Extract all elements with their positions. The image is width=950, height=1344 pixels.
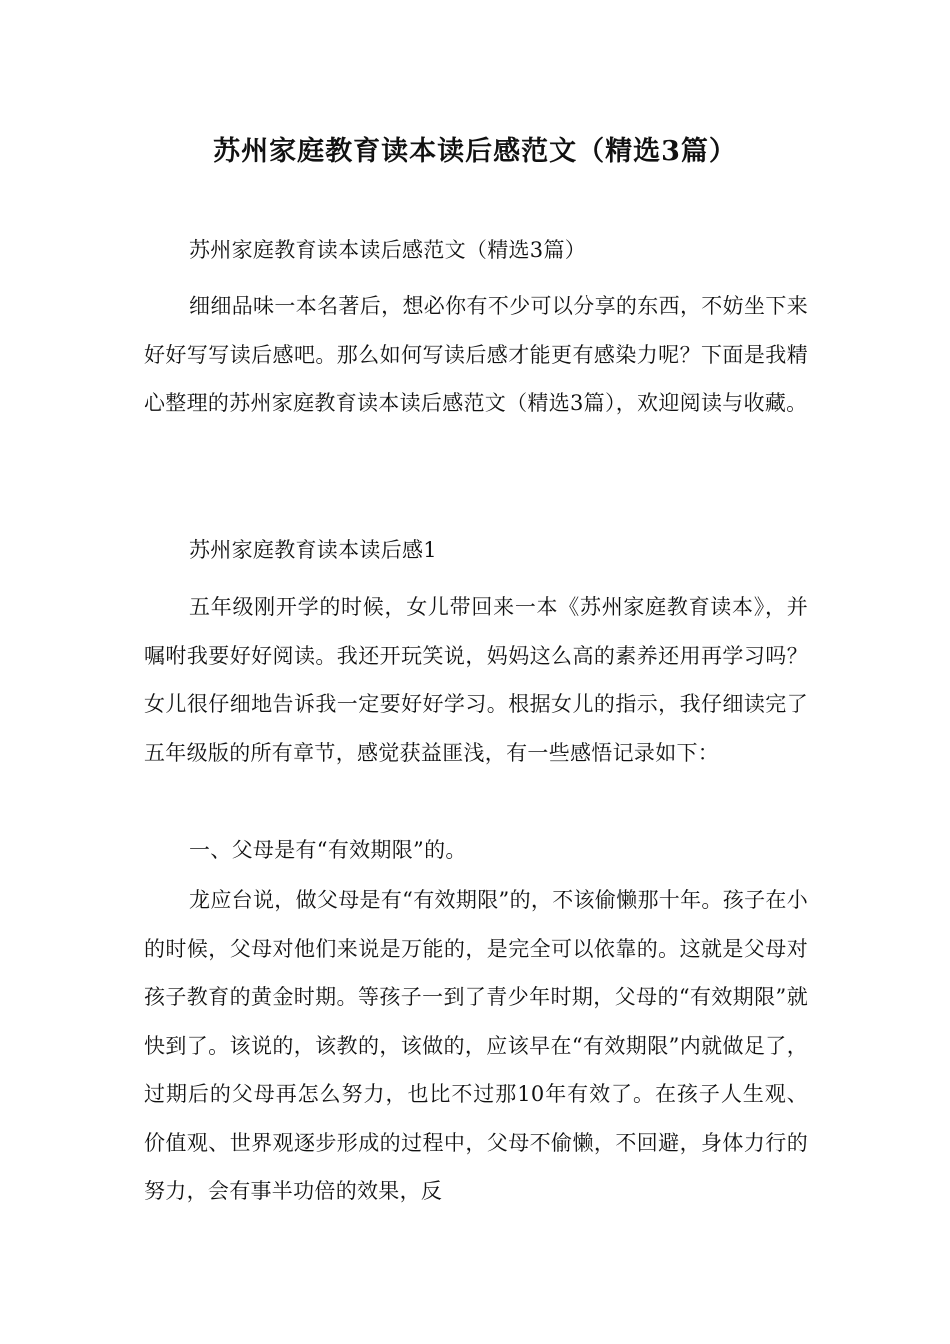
document-title: 苏州家庭教育读本读后感范文（精选3篇）: [213, 136, 737, 167]
body-paragraph-1: 五年级刚开学的时候，女儿带回来一本《苏州家庭教育读本》，并嘱咐我要好好阅读。我还开玩笑说，妈妈这么高的素养还用再学习吗？女儿很仔细地告诉我一定要好好学习。根据女儿的指示，我仔细读完了五年级版的所有章节，感觉获益匪浅，有一些感悟记录如下：: [144, 595, 808, 765]
body-paragraph-2: 龙应台说，做父母是有“有效期限”的，不该偷懒那十年。孩子在小的时候，父母对他们来说是万能的，是完全可以依靠的。这就是父母对孩子教育的黄金时期。等孩子一到了青少年时期，父母的“有效期限”就快到了。该说的，该教的，该做的，应该早在“有效期限”内就做足了，过期后的父母再怎么努力，也比不过那10年有效了。在孩子人生观、价值观、世界观逐步形成的过程中，父母不偷懒，不回避，身体力行的努力，会有事半功倍的效果，反: [144, 888, 808, 1203]
point-heading-1: 一、父母是有“有效期限”的。: [189, 838, 467, 862]
intro-paragraph: 细细品味一本名著后，想必你有不少可以分享的东西，不妨坐下来好好写写读后感吧。那么如何写读后感才能更有感染力呢？下面是我精心整理的苏州家庭教育读本读后感范文（精选3篇），欢迎阅读与收藏。: [144, 294, 808, 415]
section-heading: 苏州家庭教育读本读后感1: [189, 538, 437, 562]
document-subtitle: 苏州家庭教育读本读后感范文（精选3篇）: [189, 238, 587, 262]
